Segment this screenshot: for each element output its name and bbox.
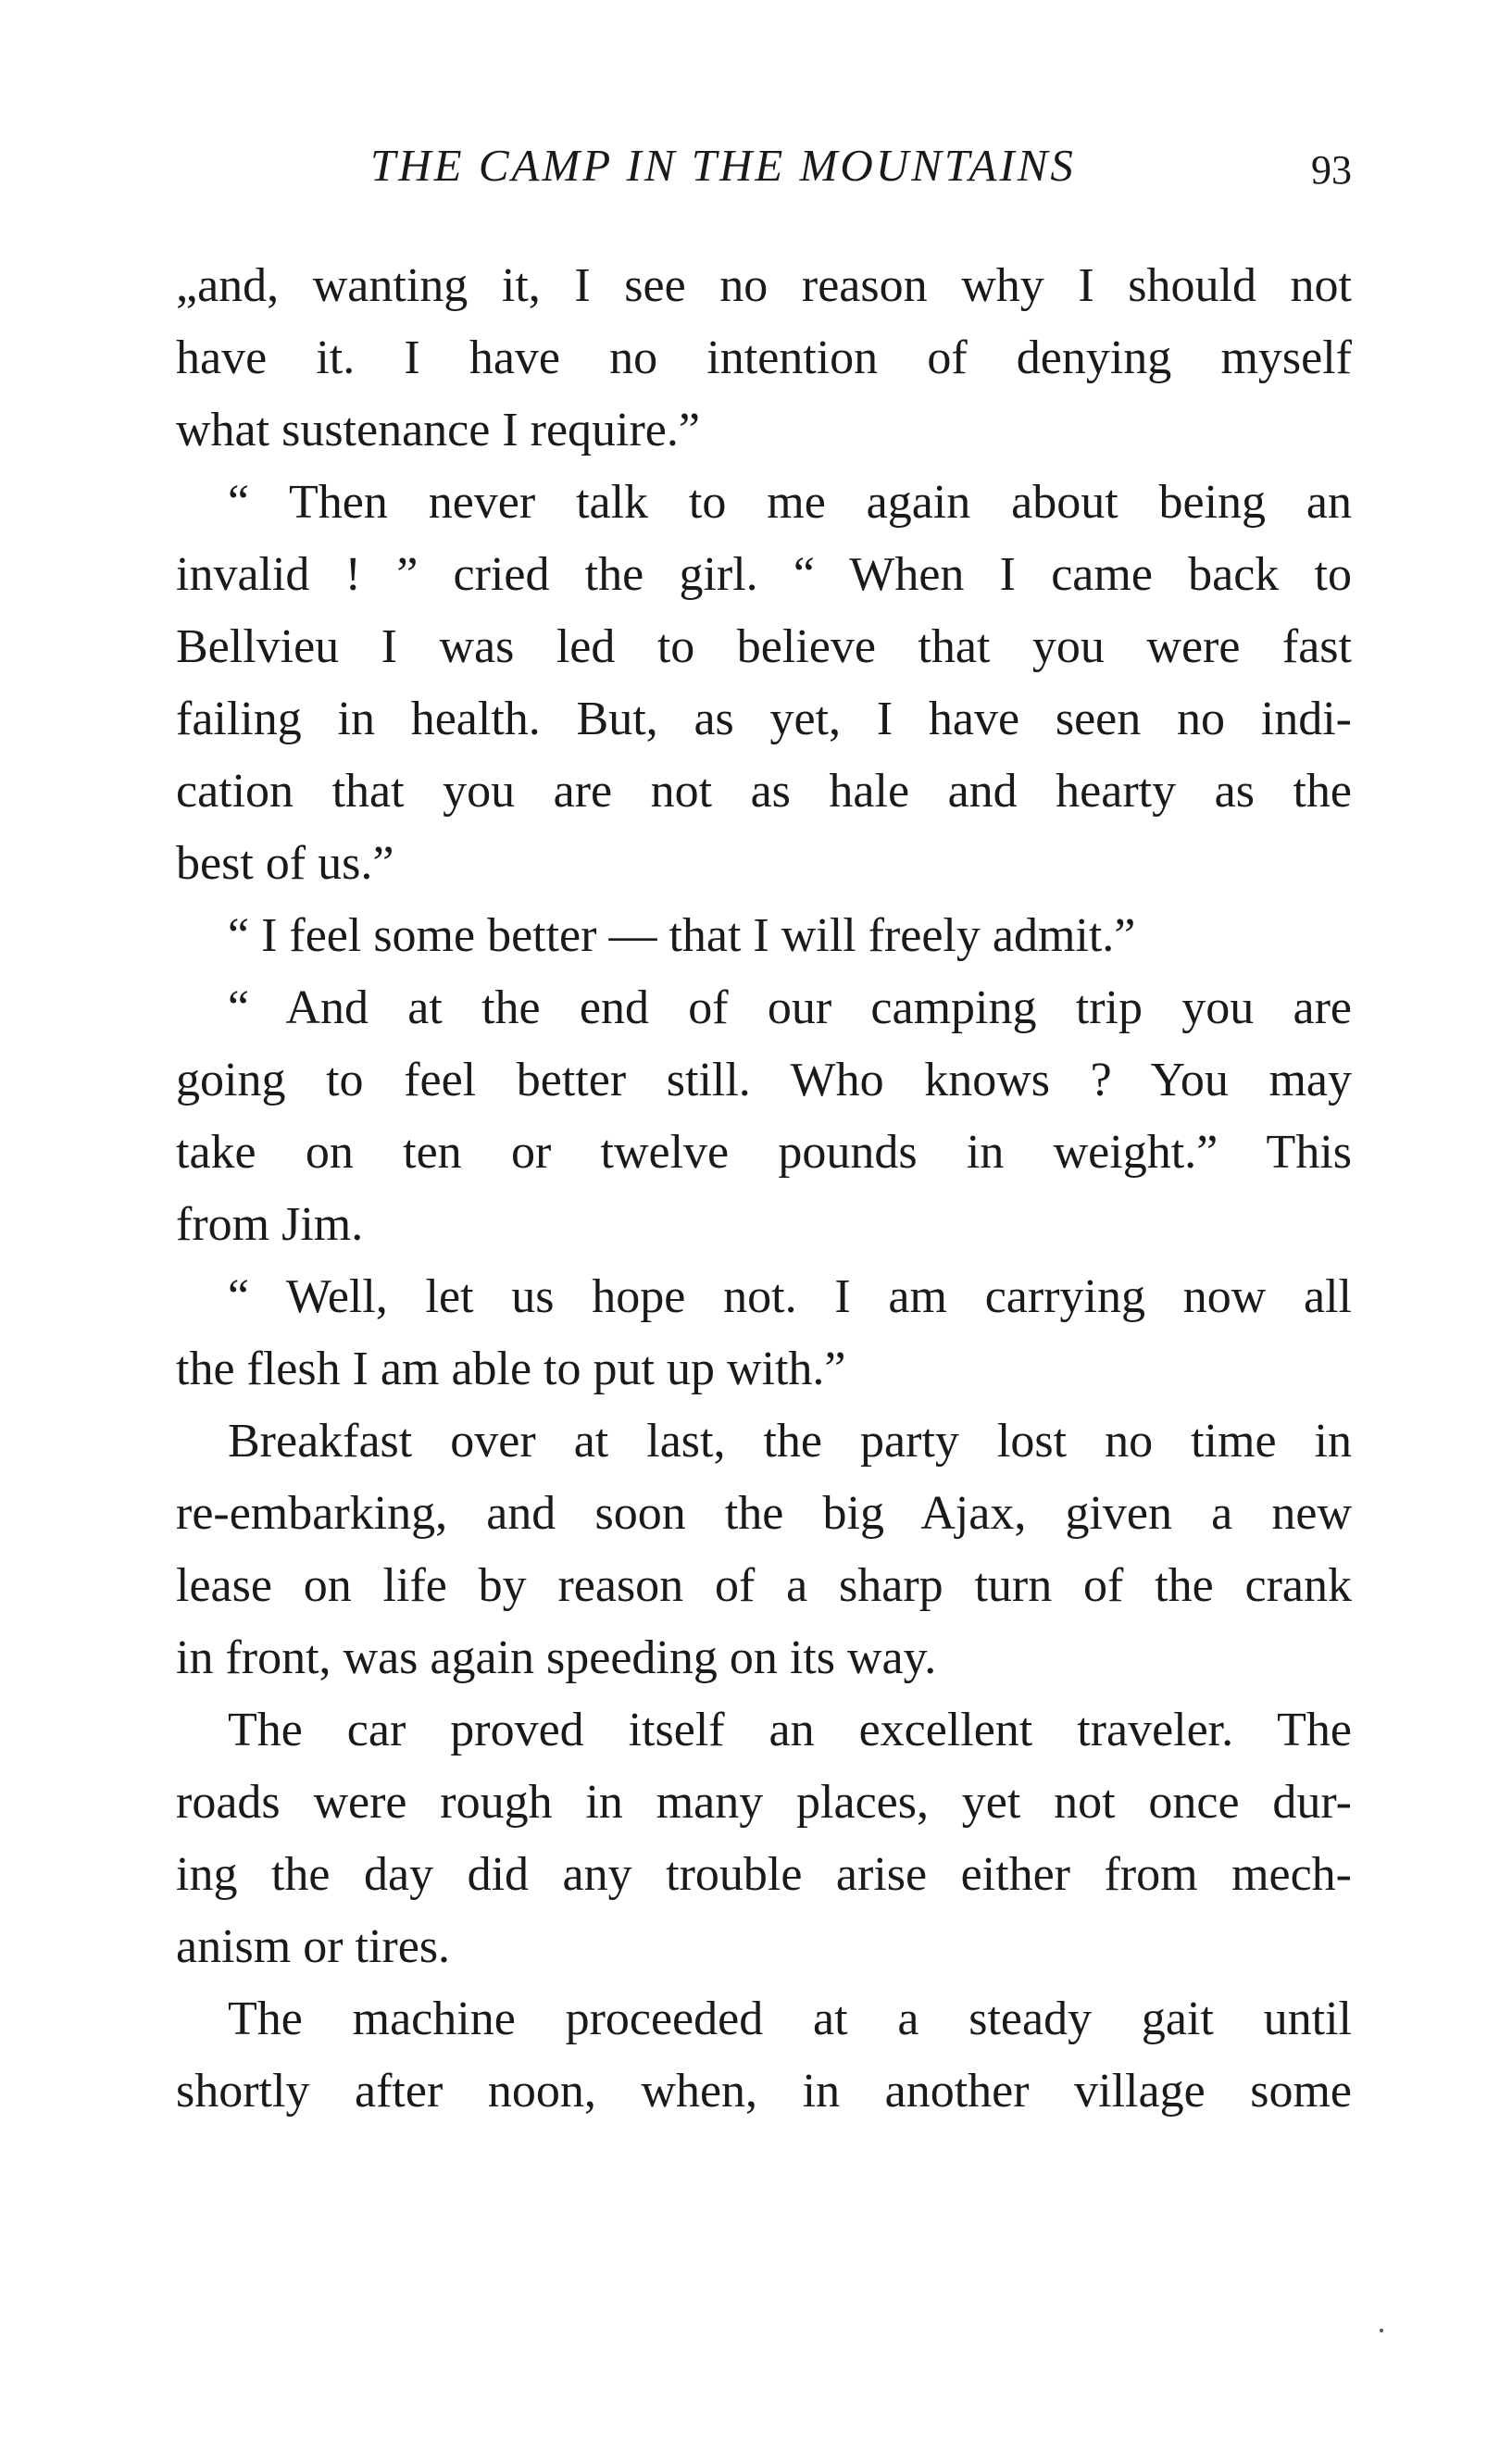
text-line: take on ten or twelve pounds in weight.” This bbox=[176, 1126, 1352, 1179]
running-head bbox=[176, 139, 1352, 204]
text-line: The car proved itself an excellent traveler. The bbox=[228, 1704, 1352, 1756]
text-line: anism or tires. bbox=[176, 1920, 451, 1973]
text-line: “ And at the end of our camping trip you are bbox=[228, 981, 1352, 1034]
text-line: “ I feel some better — that I will freely admit.” bbox=[228, 909, 1136, 962]
text-line: ing the day did any trouble arise either from mech- bbox=[176, 1848, 1352, 1901]
text-line: from Jim. bbox=[176, 1198, 364, 1251]
text-line: have it. I have no intention of denying myself bbox=[176, 331, 1352, 384]
text-line: what sustenance I require.” bbox=[176, 404, 700, 456]
text-line: The machine proceeded at a steady gait until bbox=[228, 1993, 1352, 2045]
text-line: invalid ! ” cried the girl. “ When I came back to bbox=[176, 548, 1352, 601]
text-line: „and, wanting it, I see no reason why I should not bbox=[176, 259, 1352, 312]
text-line: “ Well, let us hope not. I am carrying now all bbox=[228, 1270, 1352, 1323]
print-speck bbox=[1380, 2329, 1383, 2332]
text-line: “ Then never talk to me again about being an bbox=[228, 476, 1352, 529]
page-number: 93 bbox=[1311, 147, 1352, 193]
running-title: THE CAMP IN THE MOUNTAINS bbox=[370, 140, 1076, 191]
text-line: Bellvieu I was led to believe that you were fast bbox=[176, 620, 1352, 673]
text-line: lease on life by reason of a sharp turn of the crank bbox=[176, 1559, 1352, 1612]
text-line: cation that you are not as hale and hearty as the bbox=[176, 765, 1352, 818]
text-line: failing in health. But, as yet, I have seen no indi- bbox=[176, 693, 1352, 745]
text-line: roads were rough in many places, yet not once dur- bbox=[176, 1776, 1352, 1829]
text-line: best of us.” bbox=[176, 837, 394, 890]
text-line: the flesh I am able to put up with.” bbox=[176, 1343, 846, 1395]
body-text bbox=[176, 250, 1352, 2128]
text-line: re-embarking, and soon the big Ajax, given a new bbox=[176, 1487, 1352, 1540]
text-line: shortly after noon, when, in another village some bbox=[176, 2065, 1352, 2118]
text-line: going to feel better still. Who knows ? You may bbox=[176, 1054, 1352, 1106]
text-line: Breakfast over at last, the party lost no time in bbox=[228, 1415, 1352, 1468]
text-line: in front, was again speeding on its way. bbox=[176, 1631, 937, 1684]
